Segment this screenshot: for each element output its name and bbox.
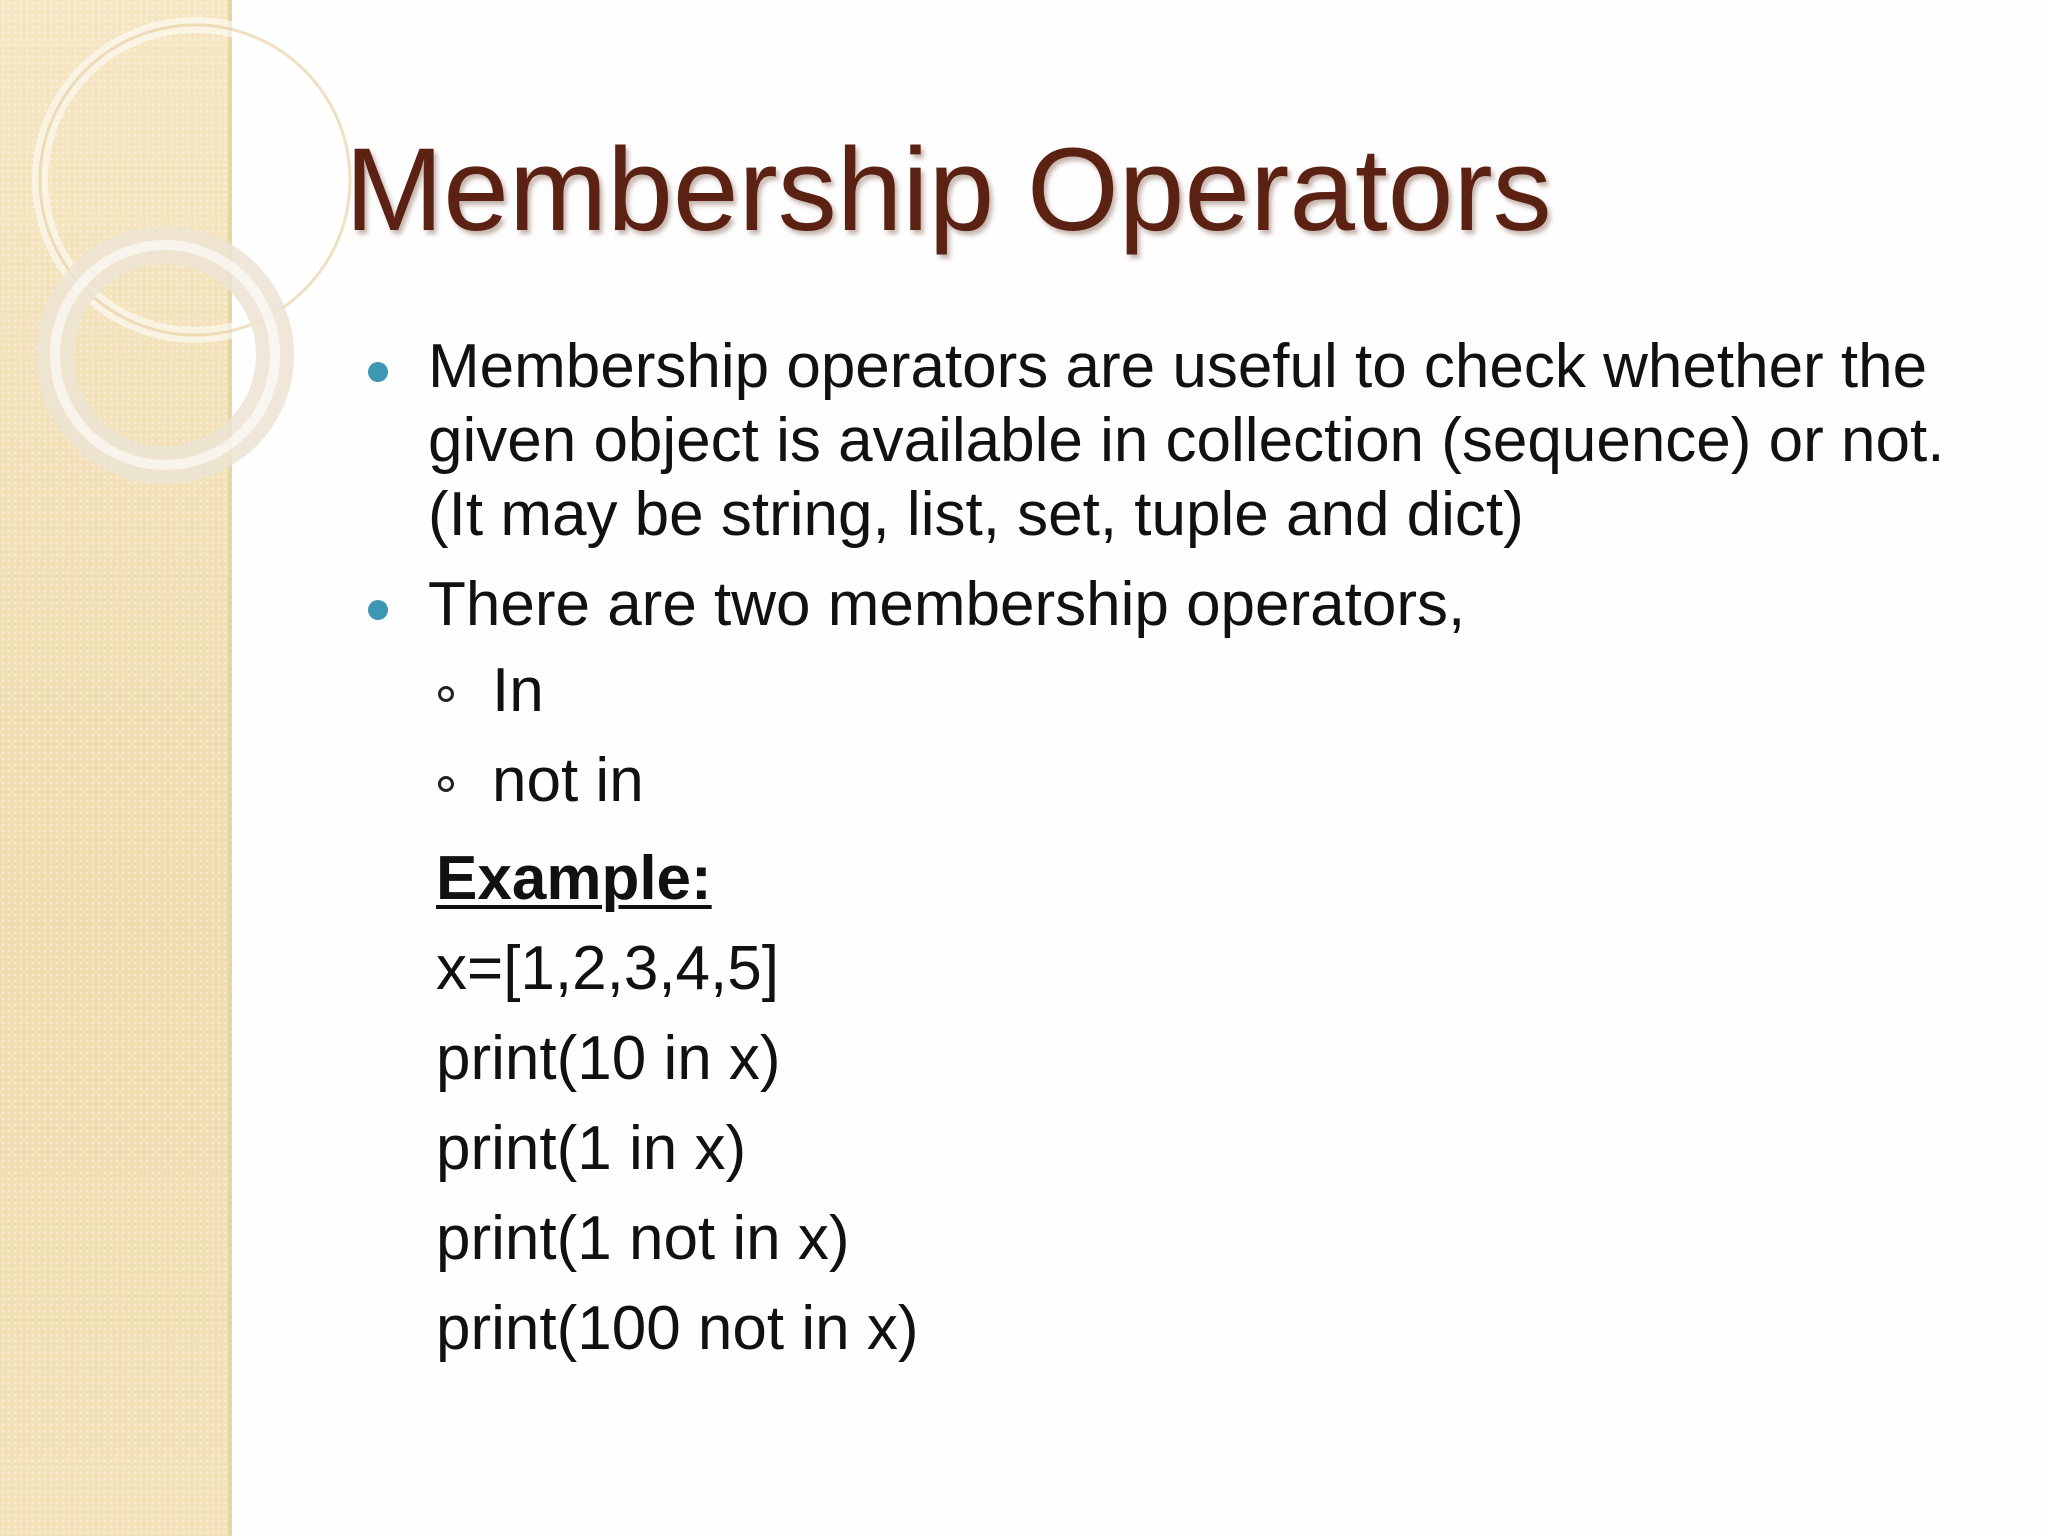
example-label: Example: <box>436 844 712 913</box>
bullet-text: There are two membership operators, <box>428 570 1466 639</box>
sub-bullet-list <box>360 654 2000 818</box>
sub-bullet-text: In <box>492 656 544 725</box>
decorative-rings <box>0 0 360 520</box>
sub-bullet-item <box>428 744 2000 818</box>
sub-bullet-text: not in <box>492 746 644 815</box>
ring-bullet-icon <box>438 686 454 702</box>
code-line: print(10 in x) <box>436 1024 781 1093</box>
code-line: print(100 not in x) <box>436 1294 919 1363</box>
bullet-text: Membership operators are useful to check whether the given object is available in collection (sequence) or not. (It may be string, list, set, tuple and dict) <box>428 332 1945 549</box>
bullet-dot-icon <box>368 600 388 620</box>
code-line: print(1 in x) <box>436 1114 747 1183</box>
slide-content <box>360 330 2000 1374</box>
ring-bullet-icon <box>438 776 454 792</box>
example-block <box>360 834 2000 1374</box>
code-line: print(1 not in x) <box>436 1204 850 1273</box>
sub-bullet-item <box>428 654 2000 728</box>
bullet-item <box>360 330 2000 552</box>
bullet-dot-icon <box>368 362 388 382</box>
slide-title: Membership Operators <box>345 124 1552 256</box>
bullet-item <box>360 568 2000 642</box>
code-line: x=[1,2,3,4,5] <box>436 934 779 1003</box>
